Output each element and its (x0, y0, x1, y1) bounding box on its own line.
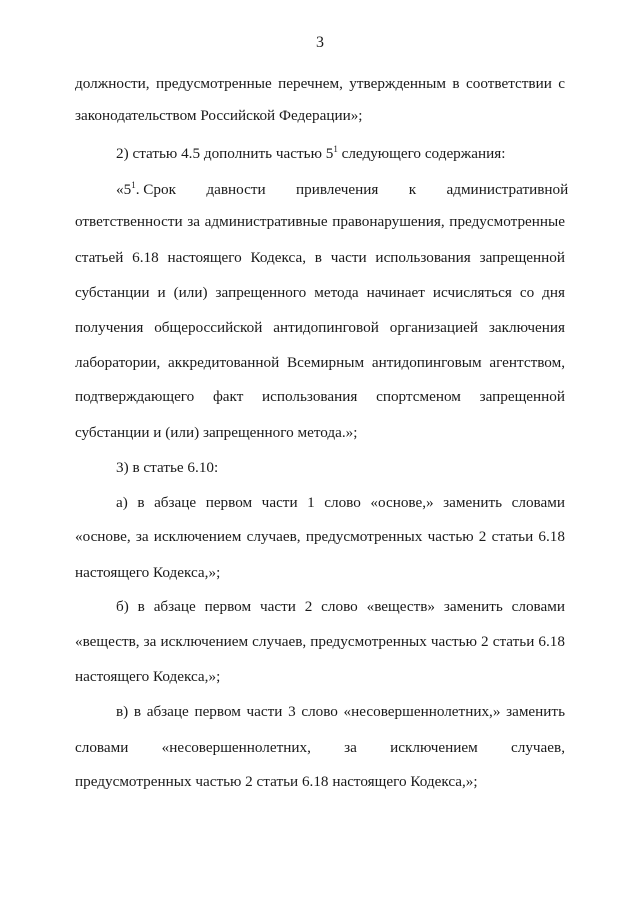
text-line: лаборатории, аккредитованной Всемирным антидопинговым агентством, (75, 354, 565, 371)
text-line: получения общероссийской антидопинговой организацией заключения (75, 319, 565, 336)
paragraph-amendment-2 (116, 144, 565, 164)
paragraph-item-v: в) в абзаце первом части 3 слово «несовершеннолетних,» заменить (116, 703, 565, 720)
text-line: настоящего Кодекса,»; (75, 668, 221, 685)
superscript: 1 (333, 144, 338, 154)
text-line: субстанции и (или) запрещенного метода.»; (75, 424, 358, 441)
text-line: статьей 6.18 настоящего Кодекса, в части использования запрещенной (75, 249, 565, 266)
text-line: законодательством Российской Федерации»; (75, 107, 363, 124)
text-line: «веществ, за исключением случаев, предусмотренных частью 2 статьи 6.18 (75, 633, 565, 650)
text-line: ответственности за административные правонарушения, предусмотренные (75, 213, 565, 230)
text-line: «основе, за исключением случаев, предусмотренных частью 2 статьи 6.18 (75, 528, 565, 545)
text-fragment: 2) статью 4.5 дополнить частью 5 (116, 145, 334, 162)
paragraph-item-a: а) в абзаце первом части 1 слово «основе,» заменить словами (116, 494, 565, 511)
paragraph-amendment-3: 3) в статье 6.10: (116, 459, 219, 476)
text-line: предусмотренных частью 2 статьи 6.18 настоящего Кодекса,»; (75, 773, 478, 790)
text-line: субстанции и (или) запрещенного метода начинает исчисляться со дня (75, 284, 565, 301)
text-fragment: «5 (116, 181, 132, 198)
paragraph-item-b: б) в абзаце первом части 2 слово «веществ» заменить словами (116, 598, 565, 615)
text-fragment: . Срок давности привлечения к административной (135, 181, 569, 198)
paragraph-quote-start (116, 180, 569, 200)
text-line: настоящего Кодекса,»; (75, 564, 221, 581)
page-number: 3 (316, 34, 324, 51)
superscript: 1 (131, 180, 136, 190)
text-fragment: следующего содержания: (337, 145, 506, 162)
text-line: подтверждающего факт использования спортсменом запрещенной (75, 388, 565, 405)
text-line: словами «несовершеннолетних, за исключением случаев, (75, 739, 565, 756)
text-line: должности, предусмотренные перечнем, утвержденным в соответствии с (75, 75, 565, 92)
